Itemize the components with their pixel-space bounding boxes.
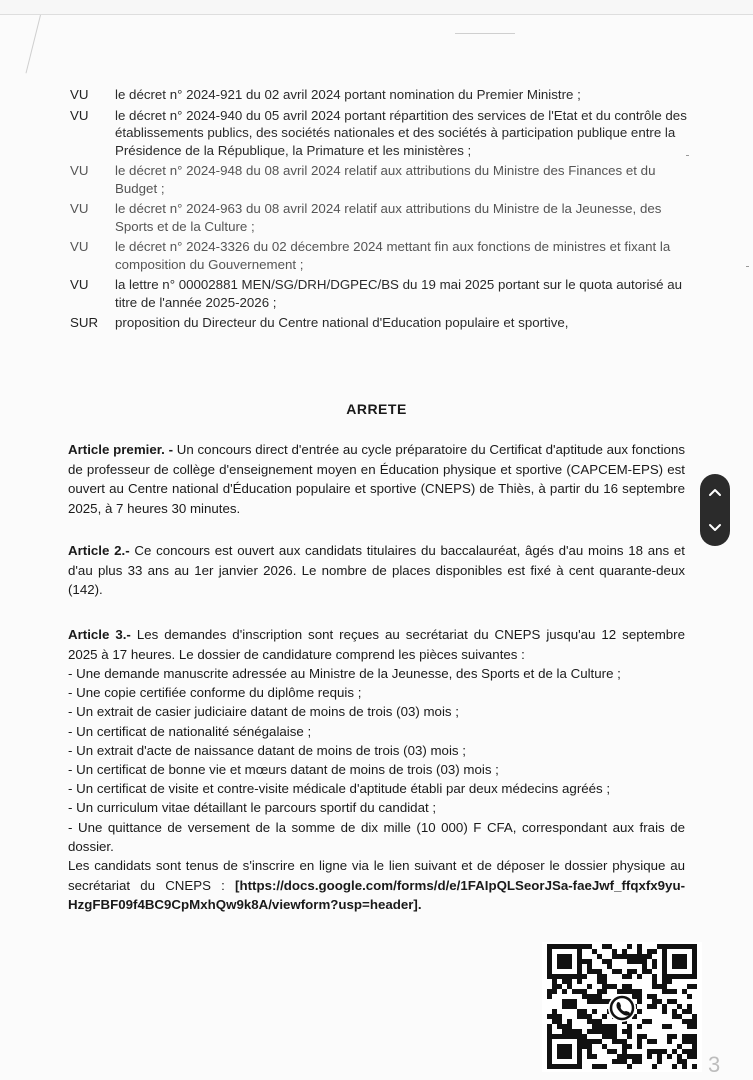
article-3-heading: Article 3.- bbox=[68, 627, 131, 642]
visa-text: le décret n° 2024-963 du 08 avril 2024 relatif aux attributions du Ministre de la Jeunesse, des Sports et de la Culture ; bbox=[115, 201, 662, 234]
document-list-item: - Un certificat de bonne vie et mœurs datant de moins de trois (03) mois ; bbox=[68, 762, 499, 778]
visa-row bbox=[70, 200, 700, 235]
qr-code bbox=[542, 942, 702, 1072]
visa-label: VU bbox=[70, 277, 89, 292]
visa-text: le décret n° 2024-940 du 05 avril 2024 portant répartition des services de l'Etat et du contrôle des établissements publics, des sociétés nationales et des sociétés à participation publique entre la Présidence de la République, la Primature et les ministères ; bbox=[115, 107, 687, 158]
document-list-item: - Une quittance de versement de la somme de dix mille (10 000) F CFA, correspondant aux frais de dossier. bbox=[68, 819, 685, 854]
visa-label: VU bbox=[70, 239, 89, 254]
visa-text: le décret n° 2024-948 du 08 avril 2024 relatif aux attributions du Ministre des Finances et du Budget ; bbox=[115, 163, 656, 196]
visa-list bbox=[70, 86, 700, 335]
registration-link[interactable]: [https://docs.google.com/forms/d/e/1FAIpQLSeorJSa-faeJwf_ffqxfx9yu-HzgFBF09f4BC9CpMxhQw9k8A/viewform?usp=header]. bbox=[68, 877, 685, 913]
scroll-down-button[interactable] bbox=[700, 513, 730, 543]
document-list-item: - Une copie certifiée conforme du diplôme requis ; bbox=[68, 685, 362, 701]
article-3-intro-text: Les demandes d'inscription sont reçues au secrétariat du CNEPS jusqu'au 12 septembre 2025 à 17 heures. Le dossier de candidature comprend les pièces suivantes : bbox=[68, 627, 685, 662]
qr-code-icon bbox=[542, 942, 702, 1072]
document-list-item: - Un extrait de casier judiciaire datant de moins de trois (03) mois ; bbox=[68, 704, 459, 720]
visa-text: la lettre n° 00002881 MEN/SG/DRH/DGPEC/BS du 19 mai 2025 portant sur le quota autorisé au titre de l'année 2025-2026 ; bbox=[115, 277, 683, 310]
visa-row bbox=[70, 238, 700, 273]
article-3-closing bbox=[68, 856, 685, 915]
article-2-heading: Article 2.- bbox=[68, 543, 130, 558]
article-1-text: Un concours direct d'entrée au cycle préparatoire du Certificat d'aptitude aux fonctions de professeur de collège d'enseignement moyen en Éducation physique et sportive (CAPCEM-EPS) est ouvert au Centre national d'Éducation populaire et sportive (CNEPS) de Thiès, à partir du 16 septembre 2025, à 7 heures 30 minutes. bbox=[68, 442, 685, 516]
article-2 bbox=[68, 541, 685, 600]
scroll-up-button[interactable] bbox=[700, 477, 730, 507]
article-3-intro bbox=[68, 625, 685, 664]
visa-label: VU bbox=[70, 87, 89, 102]
visa-label: VU bbox=[70, 107, 89, 123]
document-list-item: - Un certificat de nationalité sénégalaise ; bbox=[68, 723, 312, 739]
article-3 bbox=[68, 625, 685, 915]
viewer-top-edge bbox=[0, 0, 753, 15]
visa-row bbox=[70, 314, 700, 332]
visa-text: le décret n° 2024-3326 du 02 décembre 2024 mettant fin aux fonctions de ministres et fixant la composition du Gouvernement ; bbox=[115, 239, 671, 272]
document-list-item: - Une demande manuscrite adressée au Ministre de la Jeunesse, des Sports et de la Culture ; bbox=[68, 666, 621, 681]
chevron-down-icon bbox=[708, 523, 722, 533]
visa-row bbox=[70, 107, 700, 160]
visa-label: VU bbox=[70, 163, 89, 178]
document-list-item: - Un certificat de visite et contre-visite médicale d'aptitude établi par deux médecins agréés ; bbox=[68, 781, 611, 797]
visa-row bbox=[70, 162, 700, 197]
arrete-title: ARRETE bbox=[346, 401, 407, 417]
page-number: 3 bbox=[708, 1052, 721, 1077]
article-1-heading: Article premier. - bbox=[68, 442, 174, 457]
article-1 bbox=[68, 440, 685, 518]
visa-label: SUR bbox=[70, 315, 99, 330]
scan-mark bbox=[455, 33, 515, 34]
chevron-up-icon bbox=[708, 487, 722, 497]
page-nav-control bbox=[700, 474, 730, 546]
document-list-item: - Un extrait d'acte de naissance datant de moins de trois (03) mois ; bbox=[68, 742, 466, 758]
article-3-closing-text: Les candidats sont tenus de s'inscrire en ligne via le lien suivant et de déposer le dossier physique au secrétariat du CNEPS : bbox=[68, 858, 685, 893]
visa-text: proposition du Directeur du Centre national d'Education populaire et sportive, bbox=[115, 315, 569, 330]
margin-mark bbox=[746, 266, 749, 267]
visa-text: le décret n° 2024-921 du 02 avril 2024 portant nomination du Premier Ministre ; bbox=[115, 87, 581, 102]
document-list-item: - Un curriculum vitae détaillant le parcours sportif du candidat ; bbox=[68, 800, 437, 816]
article-2-text: Ce concours est ouvert aux candidats titulaires du baccalauréat, âgés d'au moins 18 ans et d'au plus 33 ans au 1er janvier 2026. Le nombre de places disponibles est fixé à cent quarante-deux (142). bbox=[68, 543, 685, 597]
visa-row bbox=[70, 276, 700, 311]
visa-row bbox=[70, 86, 700, 104]
whatsapp-icon bbox=[608, 994, 636, 1022]
visa-label: VU bbox=[70, 201, 89, 216]
